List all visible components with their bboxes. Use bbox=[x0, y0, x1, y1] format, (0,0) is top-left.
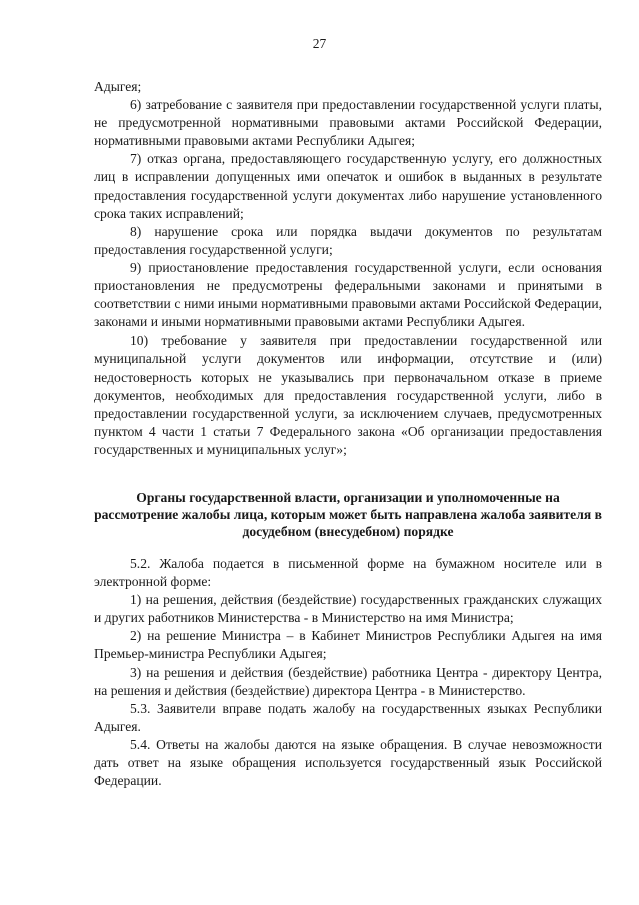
paragraph-5-2-2: 2) на решение Министра – в Кабинет Министров Республики Адыгея на имя Премьер-министра Республики Адыгея; bbox=[94, 628, 602, 662]
paragraph-item-6: 6) затребование с заявителя при предоставлении государственной услуги платы, не предусмотренной нормативными правовыми актами Российской Федерации, нормативными правовыми актами Республики Адыгея; bbox=[94, 97, 602, 149]
paragraph-5-2-1: 1) на решения, действия (бездействие) государственных гражданских служащих и других работников Министерства - в Министерство на имя Министра; bbox=[94, 592, 602, 626]
paragraph-5-2-3: 3) на решения и действия (бездействие) работника Центра - директору Центра, на решения и действия (бездействие) директора Центра - в Министерство. bbox=[94, 664, 602, 698]
list-bottom bbox=[94, 555, 602, 790]
list-top bbox=[94, 78, 602, 459]
paragraph-5-3: 5.3. Заявители вправе подать жалобу на государственных языках Республики Адыгея. bbox=[94, 700, 602, 734]
paragraph-item-7: 7) отказ органа, предоставляющего государственную услугу, его должностных лиц в исправлении допущенных ими опечаток и ошибок в выданных в результате предоставления государственной услуги документах либо нарушение установленного срока таких исправлений; bbox=[94, 151, 602, 221]
paragraph-item-8: 8) нарушение срока или порядка выдачи документов по результатам предоставления государственной услуги; bbox=[94, 223, 602, 257]
section-heading: Органы государственной власти, организации и уполномоченные на рассмотрение жалобы лица, которым может быть направлена жалоба заявителя в досудебном (внесудебном) порядке bbox=[94, 490, 602, 540]
paragraph-continuation: Адыгея; bbox=[94, 79, 142, 94]
paragraph-5-2: 5.2. Жалоба подается в письменной форме на бумажном носителе или в электронной форме: bbox=[94, 556, 602, 590]
paragraph-item-9: 9) приостановление предоставления государственной услуги, если основания приостановления не предусмотрены федеральными законами и принятыми в соответствии с ними иными нормативными правовыми актами Российской Федерации, законами и иными нормативными правовыми актами Республики Адыгея. bbox=[94, 259, 602, 330]
paragraph-item-10: 10) требование у заявителя при предоставлении государственной или муниципальной услуги документов или информации, отсутствие и (или) недостоверность которых не указывались при первоначальном отказе в приеме документов, необходимых для предоставления государственной услуги, либо в предоставлении государственной услуги, за исключением случаев, предусмотренных пунктом 4 части 1 статьи 7 Федерального закона «Об организации предоставления государственных и муниципальных услуг»; bbox=[94, 333, 602, 457]
page-number: 27 bbox=[312, 36, 327, 51]
paragraph-5-4: 5.4. Ответы на жалобы даются на языке обращения. В случае невозможности дать ответ на языке обращения используется государственный язык Российской Федерации. bbox=[94, 736, 602, 789]
